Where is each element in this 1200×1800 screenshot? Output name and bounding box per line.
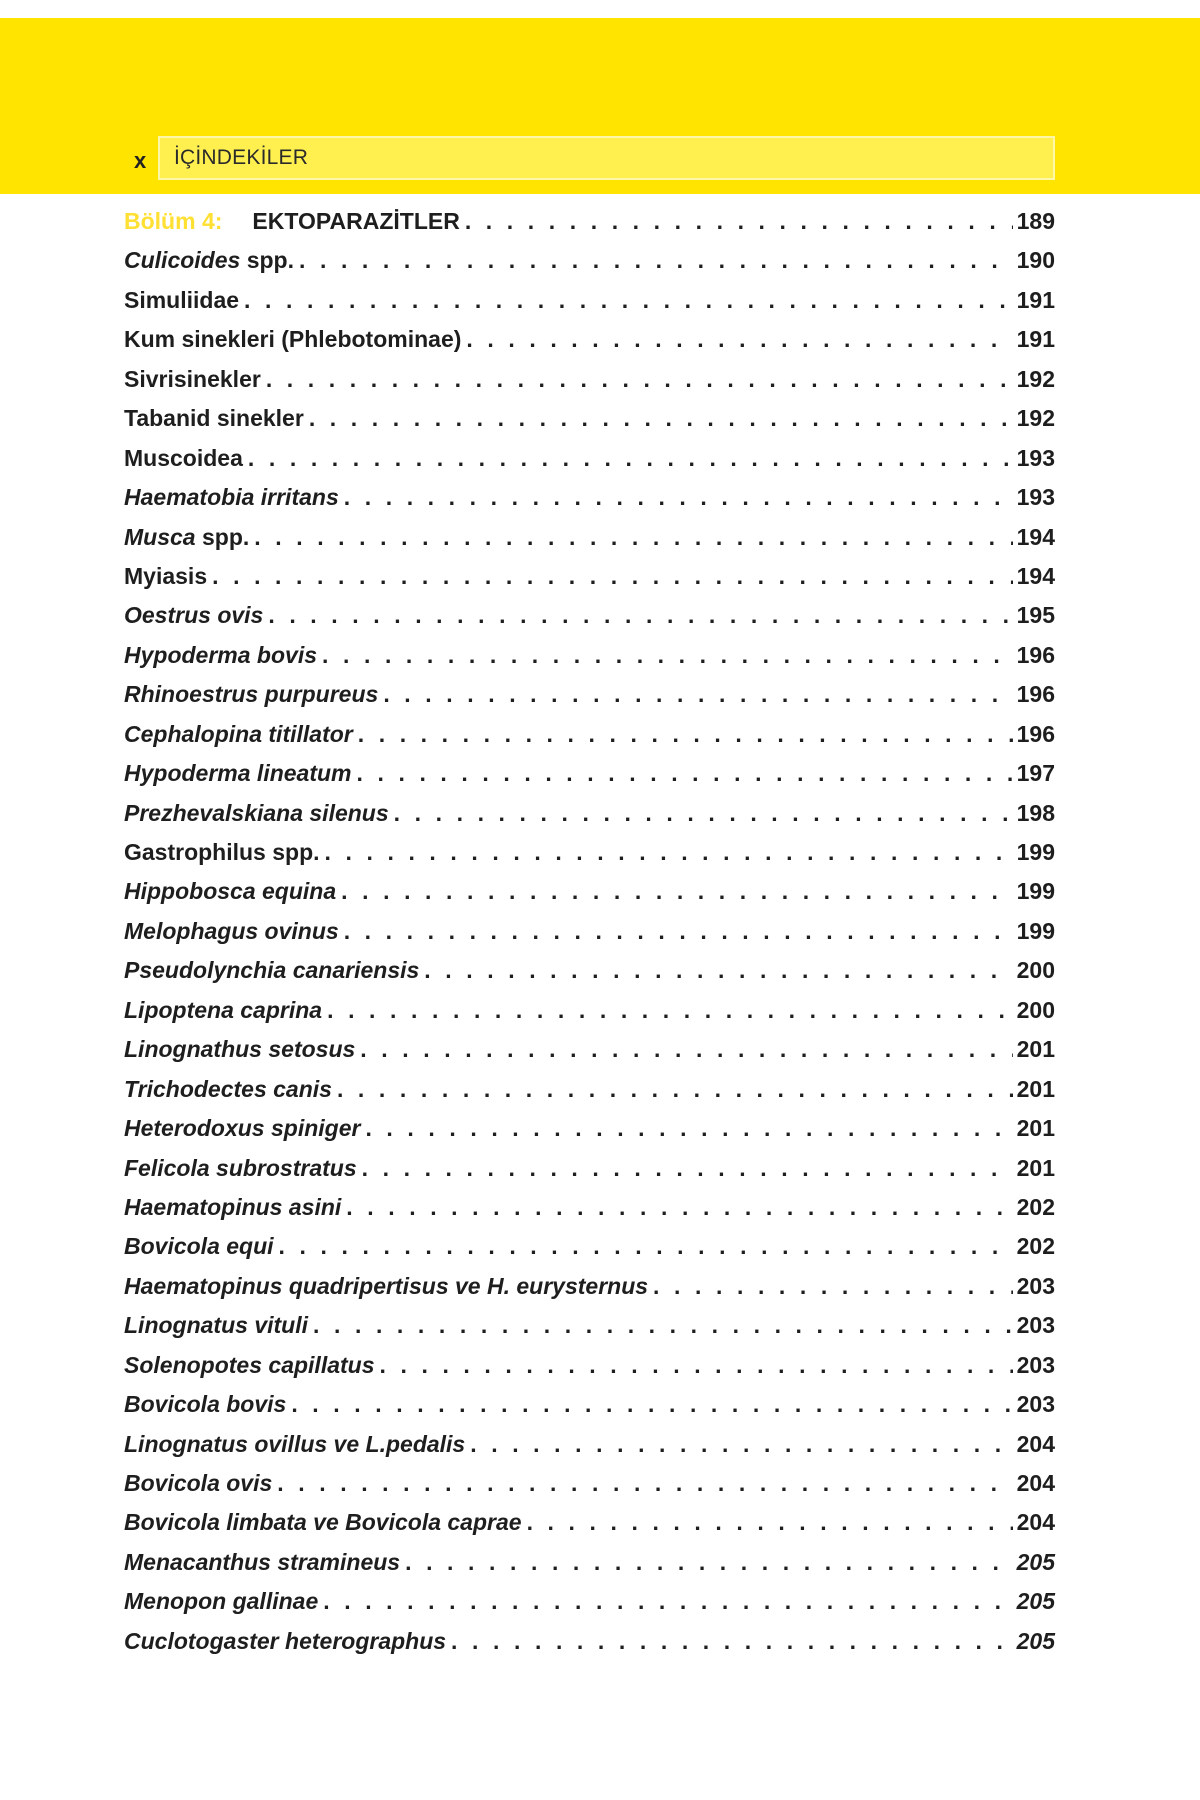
toc-entry-page-number: 196 (1016, 681, 1055, 708)
toc-entry-page-number: 194 (1016, 562, 1055, 589)
toc-entry-title: Hypoderma bovis (124, 641, 317, 668)
toc-entry-page-number: 196 (1016, 720, 1055, 747)
toc-entries (124, 241, 1055, 1661)
toc-entry[interactable] (124, 1070, 1055, 1109)
toc-entry[interactable] (124, 951, 1055, 990)
dot-leader (322, 636, 1013, 675)
toc-entry-page-number: 203 (1016, 1391, 1055, 1418)
toc-entry-page-number: 190 (1016, 247, 1055, 274)
dot-leader (424, 951, 1012, 990)
toc-entry[interactable] (124, 1622, 1055, 1661)
toc-entry-page-number: 203 (1016, 1312, 1055, 1339)
running-header-title: İÇİNDEKİLER (174, 146, 309, 169)
toc-entry-title: Haematopinus quadripertisus ve H. eurysternus (124, 1272, 649, 1299)
toc-entry-page-number: 191 (1016, 286, 1055, 313)
dot-leader (346, 1188, 1012, 1227)
toc-entry-title: Hypoderma lineatum (124, 760, 352, 787)
dot-leader (365, 1109, 1012, 1148)
toc-entry-page-number: 192 (1016, 405, 1055, 432)
table-of-contents (124, 202, 1055, 1661)
toc-entry-title: Musca spp. (124, 523, 250, 550)
dot-leader (327, 991, 1013, 1030)
toc-entry[interactable] (124, 1149, 1055, 1188)
toc-entry-title: Bovicola limbata ve Bovicola caprae (124, 1509, 522, 1536)
toc-entry-page-number: 200 (1016, 957, 1055, 984)
toc-entry[interactable] (124, 1306, 1055, 1345)
toc-entry-page-number: 194 (1016, 523, 1055, 550)
toc-entry-title: Linognathus setosus (124, 1036, 356, 1063)
toc-entry-page-number: 201 (1016, 1036, 1055, 1063)
toc-entry[interactable] (124, 1582, 1055, 1621)
dot-leader (341, 872, 1012, 911)
toc-entry[interactable] (124, 1030, 1055, 1069)
toc-entry[interactable] (124, 833, 1055, 872)
toc-entry-title: Menopon gallinae (124, 1588, 319, 1615)
toc-entry-title: Bovicola equi (124, 1233, 274, 1260)
dot-leader (465, 202, 1013, 241)
dot-leader (394, 794, 1013, 833)
toc-entry[interactable] (124, 439, 1055, 478)
toc-entry-title: Rhinoestrus purpureus (124, 681, 379, 708)
toc-entry-title: Felicola subrostratus (124, 1154, 357, 1181)
toc-entry-title: Melophagus ovinus (124, 917, 339, 944)
toc-entry-title: Oestrus ovis (124, 602, 264, 629)
dot-leader (212, 557, 1013, 596)
dot-leader (380, 1346, 1013, 1385)
dot-leader (325, 833, 1013, 872)
toc-entry-title: Haematobia irritans (124, 484, 339, 511)
toc-entry-title: Lipoptena caprina (124, 996, 323, 1023)
toc-entry-page-number: 203 (1016, 1272, 1055, 1299)
toc-entry[interactable] (124, 912, 1055, 951)
toc-entry-title: Kum sinekleri (Phlebotominae) (124, 326, 462, 353)
dot-leader (466, 320, 1012, 359)
dot-leader (360, 1030, 1012, 1069)
toc-entry-title: Heterodoxus spiniger (124, 1115, 361, 1142)
chapter-page-number: 189 (1016, 208, 1055, 234)
toc-entry[interactable] (124, 399, 1055, 438)
toc-entry[interactable] (124, 754, 1055, 793)
toc-entry[interactable] (124, 1227, 1055, 1266)
toc-entry-title: Haematopinus asini (124, 1193, 342, 1220)
dot-leader (268, 596, 1012, 635)
toc-entry[interactable] (124, 1188, 1055, 1227)
chapter-title: EKTOPARAZİTLER (252, 208, 460, 234)
toc-entry-title: Hippobosca equina (124, 878, 337, 905)
toc-entry-title: Solenopotes capillatus (124, 1351, 375, 1378)
dot-leader (299, 241, 1013, 280)
toc-entry-page-number: 192 (1016, 365, 1055, 392)
toc-entry-title: Muscoidea (124, 444, 243, 471)
toc-entry[interactable] (124, 715, 1055, 754)
toc-entry[interactable] (124, 872, 1055, 911)
dot-leader (357, 754, 1013, 793)
toc-entry[interactable] (124, 241, 1055, 280)
toc-entry-page-number: 199 (1016, 839, 1055, 865)
dot-leader (344, 478, 1013, 517)
toc-entry-title: Myiasis (124, 562, 208, 589)
toc-entry-title: Bovicola ovis (124, 1470, 273, 1496)
dot-leader (470, 1425, 1012, 1464)
running-header (158, 136, 1055, 180)
toc-entry-title: Pseudolynchia canariensis (124, 957, 420, 984)
toc-entry-title: Tabanid sinekler (124, 405, 304, 432)
toc-entry-title: Sivrisinekler (124, 365, 261, 392)
dot-leader (291, 1385, 1012, 1424)
toc-entry-page-number: 198 (1016, 799, 1055, 826)
dot-leader (344, 912, 1013, 951)
toc-entry-page-number: 201 (1016, 1115, 1055, 1142)
toc-entry[interactable] (124, 991, 1055, 1030)
toc-entry-title: Linognatus ovillus ve L.pedalis (124, 1430, 466, 1457)
dot-leader (323, 1582, 1012, 1621)
toc-entry-page-number: 199 (1016, 878, 1055, 905)
toc-entry-page-number: 205 (1016, 1548, 1055, 1575)
dot-leader (527, 1503, 1013, 1542)
toc-entry[interactable] (124, 1425, 1055, 1464)
toc-entry-title: Gastrophilus spp. (124, 839, 320, 865)
toc-entry[interactable] (124, 518, 1055, 557)
dot-leader (653, 1267, 1013, 1306)
dot-leader (358, 715, 1013, 754)
toc-entry-title: Menacanthus stramineus (124, 1548, 401, 1575)
toc-entry-page-number: 196 (1016, 641, 1055, 668)
chapter-row[interactable] (124, 202, 1055, 241)
dot-leader (451, 1622, 1013, 1661)
dot-leader (405, 1543, 1013, 1582)
toc-entry-title: Linognatus vituli (124, 1312, 308, 1339)
toc-entry[interactable] (124, 1464, 1055, 1503)
page-number-roman: x (134, 148, 147, 173)
toc-entry-title: Cephalopina titillator (124, 720, 353, 747)
toc-entry[interactable] (124, 636, 1055, 675)
toc-entry-page-number: 202 (1016, 1233, 1055, 1260)
toc-entry-page-number: 193 (1016, 444, 1055, 471)
dot-leader (362, 1149, 1013, 1188)
dot-leader (313, 1306, 1013, 1345)
toc-entry-page-number: 204 (1016, 1509, 1055, 1536)
dot-leader (383, 675, 1012, 714)
toc-entry-title: Bovicola bovis (124, 1391, 287, 1418)
toc-entry[interactable] (124, 1385, 1055, 1424)
dot-leader (337, 1070, 1013, 1109)
toc-entry-title: Trichodectes canis (124, 1075, 332, 1102)
toc-entry[interactable] (124, 1503, 1055, 1542)
toc-entry[interactable] (124, 360, 1055, 399)
toc-entry-page-number: 199 (1016, 917, 1055, 944)
toc-entry-page-number: 205 (1016, 1588, 1055, 1615)
toc-entry[interactable] (124, 1267, 1055, 1306)
dot-leader (309, 399, 1013, 438)
toc-entry-page-number: 202 (1016, 1193, 1055, 1220)
toc-entry[interactable] (124, 596, 1055, 635)
toc-entry[interactable] (124, 794, 1055, 833)
toc-entry[interactable] (124, 1346, 1055, 1385)
chapter-label: Bölüm 4: (124, 208, 223, 234)
dot-leader (266, 360, 1013, 399)
toc-entry-title: Cuclotogaster heterographus (124, 1627, 447, 1654)
toc-entry-page-number: 191 (1016, 326, 1055, 353)
toc-entry-page-number: 205 (1016, 1627, 1055, 1654)
toc-entry[interactable] (124, 675, 1055, 714)
toc-entry-page-number: 195 (1016, 602, 1055, 629)
toc-entry[interactable] (124, 320, 1055, 359)
toc-entry-title: Prezhevalskiana silenus (124, 799, 389, 826)
toc-entry[interactable] (124, 1543, 1055, 1582)
dot-leader (244, 281, 1013, 320)
toc-entry[interactable] (124, 557, 1055, 596)
toc-entry-page-number: 197 (1016, 760, 1055, 787)
toc-entry-page-number: 203 (1016, 1351, 1055, 1378)
dot-leader (279, 1227, 1013, 1266)
toc-entry-page-number: 204 (1016, 1430, 1055, 1457)
dot-leader (248, 439, 1013, 478)
toc-entry-page-number: 201 (1016, 1154, 1055, 1181)
toc-entry-page-number: 200 (1016, 996, 1055, 1023)
toc-entry[interactable] (124, 281, 1055, 320)
dot-leader (277, 1464, 1012, 1503)
dot-leader (254, 518, 1012, 557)
toc-entry-page-number: 193 (1016, 484, 1055, 511)
toc-entry[interactable] (124, 478, 1055, 517)
toc-entry-page-number: 201 (1016, 1075, 1055, 1102)
toc-entry[interactable] (124, 1109, 1055, 1148)
toc-entry-title: Simuliidae (124, 286, 240, 313)
toc-entry-page-number: 204 (1016, 1470, 1055, 1496)
toc-entry-title: Culicoides spp. (124, 247, 294, 274)
